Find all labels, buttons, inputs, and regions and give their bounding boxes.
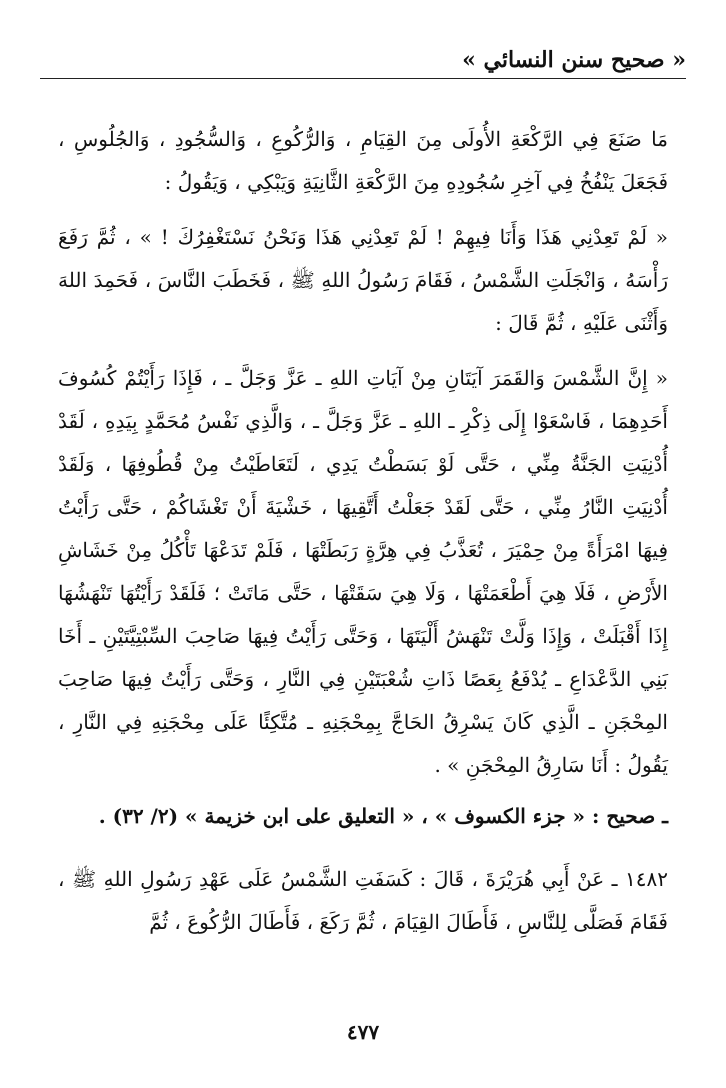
paragraph-supplication: « لَمْ تَعِدْنِي هَذَا وَأَنَا فِيهِمْ ! لَمْ تَعِدْنِي هَذَا وَنَحْنُ نَسْتَغْفِرُكَ ! » ، ثُمَّ رَفَعَ رَأْسَهُ ، وَانْجَلَتِ الشَّمْسُ ، فَقَامَ رَسُولُ اللهِ ﷺ ، فَخَطَبَ النَّاسَ ، فَحَمِدَ اللهَ وَأَثْنَى عَلَيْهِ ، ثُمَّ قَالَ : [58, 225, 668, 335]
hadith-1482: ١٤٨٢ ـ عَنْ أَبِي هُرَيْرَةَ ، قَالَ : كَسَفَتِ الشَّمْسُ عَلَى عَهْدِ رَسُولِ اللهِ ﷺ ، فَقَامَ فَصَلَّى لِلنَّاسِ ، فَأَطَالَ القِيَامَ ، ثُمَّ رَكَعَ ، فَأَطَالَ الرُّكُوعَ ، ثُمَّ [58, 867, 668, 934]
header-divider [40, 78, 686, 79]
book-title: « صحيح سنن النسائي » [462, 47, 686, 73]
main-text [58, 118, 668, 944]
paragraph-sermon: « إِنَّ الشَّمْسَ وَالقَمَرَ آيَتَانِ مِنْ آيَاتِ اللهِ ـ عَزَّ وَجَلَّ ـ ، فَإِذَا رَأَيْتُمْ كُسُوفَ أَحَدِهِمَا ، فَاسْعَوْا إِلَى ذِكْرِ ـ اللهِ ـ عَزَّ وَجَلَّ ـ ، وَالَّذِي نَفْسُ مُحَمَّدٍ بِيَدِهِ ، لَقَدْ أُدْنِيَتِ الجَنَّةُ مِنِّي ، حَتَّى لَوْ بَسَطْتُ يَدِي ، لَتَعَاطَيْتُ مِنْ قُطُوفِهَا ، وَلَقَدْ أُدْنِيَتِ النَّارُ مِنِّي ، حَتَّى لَقَدْ جَعَلْتُ أَتَّقِيهَا ، خَشْيَةَ أَنْ تَغْشَاكُمْ ، حَتَّى رَأَيْتُ فِيهَا امْرَأَةً مِنْ حِمْيَرَ ، تُعَذَّبُ فِي هِرَّةٍ رَبَطَتْهَا ، فَلَمْ تَدَعْهَا تَأْكُلُ مِنْ خَشَاشِ الأَرْضِ ، فَلَا هِيَ أَطْعَمَتْهَا ، وَلَا هِيَ سَقَتْهَا ، حَتَّى مَاتَتْ ؛ فَلَقَدْ رَأَيْتُهَا تَنْهَشُهَا إِذَا أَقْبَلَتْ ، وَإِذَا وَلَّتْ تَنْهَشُ أَلْيَتَهَا ، وَحَتَّى رَأَيْتُ فِيهَا صَاحِبَ السِّبْتِيَّتَيْنِ ـ أَخَا بَنِي الدَّعْدَاعِ ـ يُدْفَعُ بِعَصًا ذَاتِ شُعْبَتَيْنِ فِي النَّارِ ، وَحَتَّى رَأَيْتُ فِيهَا صَاحِبَ المِحْجَنِ ـ الَّذِي كَانَ يَسْرِقُ الحَاجَّ بِمِحْجَنِهِ ـ مُتَّكِئًا عَلَى مِحْجَنِهِ فِي النَّارِ ، يَقُولُ : أَنَا سَارِقُ المِحْجَنِ » . [58, 366, 668, 777]
running-header [40, 44, 686, 84]
page-number: ٤٧٧ [346, 1020, 380, 1044]
paragraph-continuation: مَا صَنَعَ فِي الرَّكْعَةِ الأُولَى مِنَ القِيَامِ ، وَالرُّكُوعِ ، وَالسُّجُودِ ، وَالجُلُوسِ ، فَجَعَلَ يَنْفُخُ فِي آخِرِ سُجُودِهِ مِنَ الرَّكْعَةِ الثَّانِيَةِ وَيَبْكِي ، وَيَقُولُ : [58, 127, 668, 194]
hadith-grading: ـ صحيح : « جزء الكسوف » ، « التعليق على ابن خزيمة » (٢/ ٣٢) . [98, 804, 668, 828]
